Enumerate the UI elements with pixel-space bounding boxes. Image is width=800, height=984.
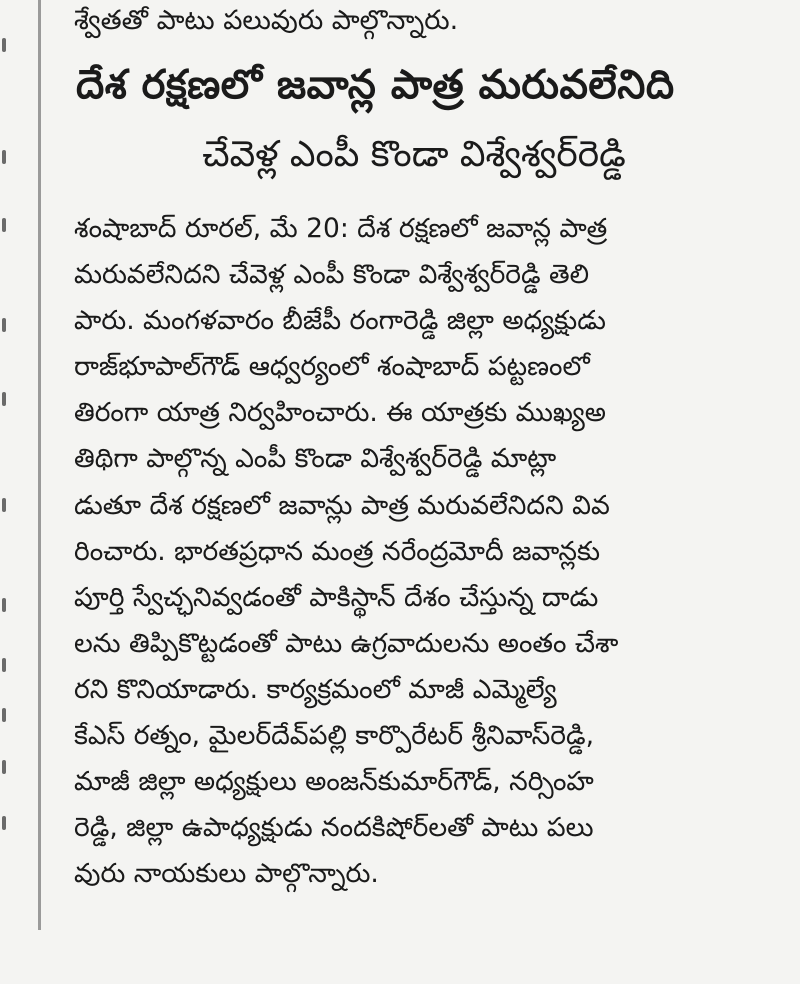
- body-line: రెడ్డి, జిల్లా ఉపాధ్యక్షుడు నందకిషోర్‌లతో పాటు పలు: [74, 812, 594, 844]
- column-divider: [38, 0, 41, 930]
- body-line: వురు నాయకులు పాల్గొన్నారు.: [74, 858, 379, 890]
- article-subheadline: చేవెళ్ల ఎంపీ కొండా విశ్వేశ్వర్‌రెడ్డి: [202, 134, 626, 175]
- margin-crop-marks: [0, 0, 8, 984]
- body-line: లను తిప్పికొట్టడంతో పాటు ఉగ్రవాదులను అంతం చేశా: [74, 627, 619, 659]
- body-line: శంషాబాద్ రూరల్, మే 20: దేశ రక్షణలో జవాన్ల పాత్ర: [74, 213, 608, 244]
- body-line: తిరంగా యాత్ర నిర్వహించారు. ఈ యాత్రకు ముఖ్యఅ: [74, 397, 606, 429]
- body-line: తిథిగా పాల్గొన్న ఎంపీ కొండా విశ్వేశ్వర్‌రెడ్డి మాట్లా: [74, 443, 557, 475]
- body-line: మాజీ జిల్లా అధ్యక్షులు అంజన్‌కుమార్‌గౌడ్, నర్సింహ: [74, 766, 594, 798]
- previous-article-tail: శ్వేతతో పాటు పలువురు పాల్గొన్నారు.: [74, 5, 459, 36]
- body-line: మరువలేనిదని చేవెళ్ల ఎంపీ కొండా విశ్వేశ్వర్‌రెడ్డి తెలి: [74, 259, 590, 291]
- body-line: రని కొనియాడారు. కార్యక్రమంలో మాజీ ఎమ్మెల్యే: [74, 673, 557, 705]
- body-line: డుతూ దేశ రక్షణలో జవాన్లు పాత్ర మరువలేనిదని వివ: [74, 489, 610, 521]
- article-headline: దేశ రక్షణలో జవాన్ల పాత్ర మరువలేనిది: [76, 62, 675, 108]
- body-line: రాజ్‌భూపాల్‌గౌడ్ ఆధ్వర్యంలో శంషాబాద్ పట్టణంలో: [74, 351, 590, 383]
- body-line: రించారు. భారతప్రధాన మంత్ర నరేంద్రమోదీ జవాన్లకు: [74, 535, 601, 567]
- body-line: పూర్తి స్వేచ్ఛనివ్వడంతో పాకిస్థాన్ దేశం చేస్తున్న దాడు: [74, 581, 599, 613]
- body-line: కేఎస్ రత్నం, మైలర్‌దేవ్‌పల్లి కార్పొరేటర్ శ్రీనివాస్‌రెడ్డి,: [74, 720, 595, 752]
- body-line: పారు. మంగళవారం బీజేపీ రంగారెడ్డి జిల్లా అధ్యక్షుడు: [74, 305, 606, 337]
- article-body: [74, 206, 754, 897]
